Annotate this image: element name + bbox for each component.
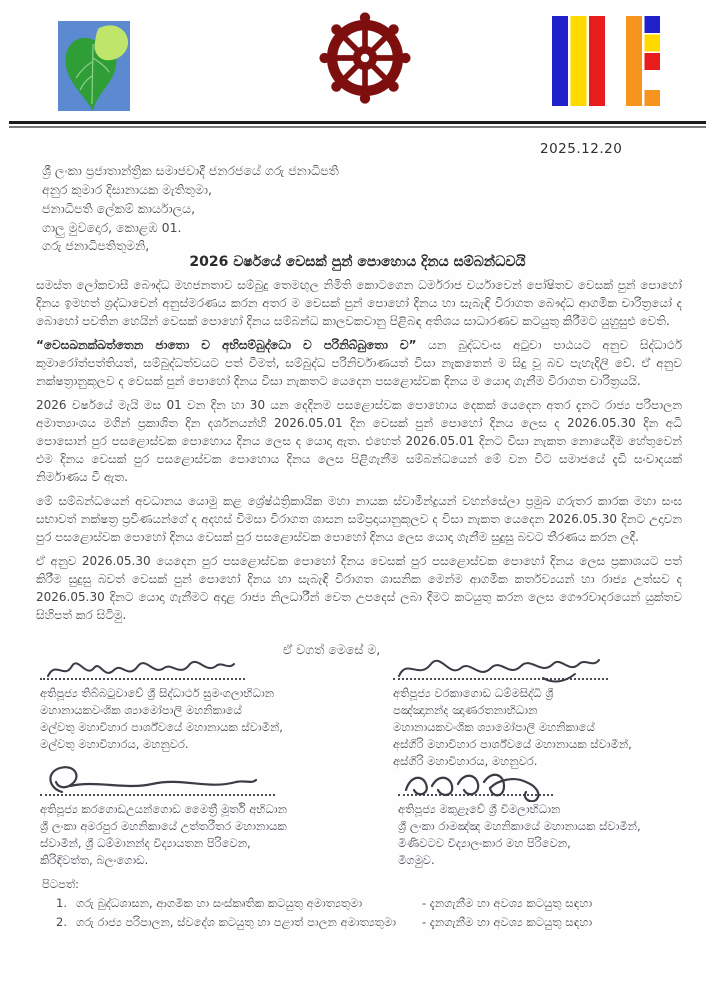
paragraph [36, 396, 682, 486]
salutation: ගරු ජනාධිපතිතුමනි, [42, 238, 150, 253]
signatory-line: ස්වාමීන්, ශ්‍රී ධම්මානන්ද විද්‍යායතන පිරිවෙන, [40, 836, 251, 850]
flag-composite-stripe [645, 16, 661, 106]
paragraph-text: යන බුද්ධවංස අටුවා පාඨයට අනුව සිද්ධාර්ථ කුමාරෝත්පත්තියත්, සම්බුද්ධත්වයට පත් වීමත්, සම්බුද්ධ පරිනිර්වාණයත් විසා නැකතෙන් ම සිදු වූ බව පැහැදිලි වේ. ඒ අනුව නක්ෂත්‍රානුකූලව ද වෙසක් පුන් පොහෝ දිනය විසා නැකතට යෙදෙන පසළොස්වක දිනය ම යොදා ගැනීම විරාගත චාරිත්‍රයයි. [36, 338, 682, 388]
signatory-line: ශ්‍රී ලංකා අමරපුර මහනිකායේ උත්තරීතර මහානායක [40, 819, 287, 833]
signature-scribble-icon [40, 652, 240, 686]
signature-block-ramanna [398, 766, 693, 869]
paragraph-text: ඒ අනුව 2026.05.30 යෙදෙන පුර පසළොස්වක පොහෝ දිනය වෙසක් පුර පසළොස්වක පොහෝ දිනය ලෙස ප්‍රකාශයට පත් කිරීම සුදුසු බවත් වෙසක් පුන් පොහෝ දිනය හා සැබැඳි විරාගත ශාසනික මෙන්ම ආගමික කර්තව්‍යයන් හා රාජ්‍ය උත්සව ද 2026.05.30 දිනට යොදා ගැනීමට අදාළ රාජ්‍ය නිලධාරීන් වෙත උපදෙස් ලබා දීමට කටයුතු කරන ලෙස ගෞරවාදරයෙන් යුක්තව සිහිපත් කර සිටිමු. [36, 554, 682, 622]
paragraph-text: 2026 වර්ෂයේ මැයි මස 01 වන දින හා 30 යන දෙදිනම පසළොස්වක පොහොය දෙකක් යෙදෙන අතර දැනට රාජ්‍ය පරිපාලන අමාත්‍යාංශය මගින් ප්‍රකාශිත දින දර්ශනයන්හි 2026.05.01 දින වෙසක් පුන් පොහෝ දිනය ලෙස ද 2026.05.30 දින අධි පොසොන් පුර පසළොස්වක පොහොය දිනය ලෙස ද යොදා ඇත. එහෙත් 2026.05.01 දිනට විසා නැකත නොයෙදීම හේතුවෙන් එම දිනය වෙසක් පුර පසළොස්වක පොහොය දිනය ලෙස පිළිගැනීම සම්බන්ධයෙන් මේ වන විට සමාජයේ දැඩි සංවාදයක් නිර්මාණය වී ඇත. [36, 398, 682, 484]
signature-line [393, 678, 608, 680]
signature-scribble-icon [398, 766, 558, 802]
pali-quote: “වෙසඛනක්ඛත්තෙන ජාතො ච අභිසම්බුද්ධො ච පරිනිබ්බුතො ච” [36, 338, 417, 352]
signature-block-asgiri [393, 650, 693, 770]
dharma-wheel-icon [318, 8, 412, 108]
flag-stripe-blue [552, 16, 568, 106]
signatory-line: මහානායකවංශික ශ්‍යාමෝපාලි මහනිකායේ [40, 703, 242, 717]
header-divider [9, 121, 706, 128]
flag-block-orange [645, 90, 661, 106]
copy-number: 2. [56, 915, 67, 929]
signatory-line: අතිපූජ්‍ය මකුළෑවේ ශ්‍රී විමලාභිධාන [398, 802, 561, 816]
flag-block-yellow [645, 35, 661, 52]
signatory-line: අස්ගිරි මහාවිහාරය, මහනුවර. [393, 754, 538, 768]
flag-block-red [645, 53, 661, 70]
paragraph-text: මේ සම්බන්ධයෙන් අවධානය යොමු කළ ශ්‍රේෂ්ඨත්‍රිකායික මහා නායක ස්වාමීන්ද්‍රයන් වහන්සේලා ප්‍රමුඛ ගරුතර කාරක මහා සංඝ සභාවත් නක්ෂත්‍ර ප්‍රවීණයන්ගේ ද අදහස් විමසා විරාගත ශාසන සම්ප්‍රදායානුකූලව ද විසා නැකත යෙදෙන 2026.05.30 දිනට උදාවන පුර පසළොස්වක පොහෝ දිනය වෙසක් පුර පසළොස්වක පොහෝ දිනය ලෙස යොදා ගැනීම සුදුසු බවට තීරණය කරන ලදී. [36, 494, 682, 544]
letter-date: 2025.12.20 [540, 141, 623, 157]
dharma-wheel-hub-hole [361, 54, 369, 62]
copy-item [56, 895, 592, 912]
signature-line [40, 794, 275, 796]
closing-phrase: ඒ වගත් මෙසේ ම, [283, 642, 381, 657]
flag-stripe-orange [626, 16, 642, 106]
paragraph [36, 552, 682, 624]
signatory-line: මහානායකවංශික ශ්‍යාමෝපාලි මහනිකායේ [393, 720, 595, 734]
copy-item [56, 914, 592, 931]
recipient-address [42, 161, 339, 237]
paragraph [36, 336, 682, 390]
signatory-line: අස්ගිරි මහාවිහාර පාර්ශ්වයේ මහානායක ස්වාමීන්, [393, 737, 632, 751]
copy-number: 1. [56, 896, 67, 910]
flag-block-white [645, 72, 661, 89]
letter-body [36, 276, 682, 642]
flag-stripe-white [608, 16, 624, 106]
recipient-line: අනුර කුමාර දිසානායක මැතිතුමා, [42, 182, 213, 197]
signature-scribble-icon [40, 762, 260, 802]
bo-leaf-icon [57, 20, 131, 112]
signatory-line: මල්වතු මහාවිහාරය, මහනුවර. [40, 737, 189, 751]
copies-label: පිටපත්: [42, 877, 80, 891]
recipient-line: ජනාධිපති ලේකම් කාර්යාලය, [42, 201, 196, 216]
copy-recipient: ගරු රාජ්‍ය පරිපාලන, ස්වදේශ කටයුතු හා පළාත් පාලන අමාත්‍යතුමා [76, 915, 397, 929]
signatory-line: අතිපූජ්‍ය වරකාගොඩ ධම්මසිද්ධි ශ්‍රී [393, 686, 554, 700]
flag-stripe-red [589, 16, 605, 106]
paragraph [36, 492, 682, 546]
signatory-line: කිරිඳිවත්ත, බලංගොඩ. [40, 853, 149, 867]
flag-stripe-yellow [571, 16, 587, 106]
signature-block-malwathu [40, 652, 360, 753]
signature-line [40, 678, 245, 680]
signatory-line: මල්වතු මහාවිහාර පාර්ශ්වයේ මහානායක ස්වාමීන්, [40, 720, 283, 734]
recipient-line: ශ්‍රී ලංකා ප්‍රජාතාන්ත්‍රික සමාජවාදී ජනරජයේ ගරු ජනාධිපති [42, 163, 339, 178]
paragraph [36, 276, 682, 330]
copies-section [42, 876, 592, 931]
copy-purpose: - දැනගැනීම හා අවශ්‍ය කටයුතු සඳහා [422, 915, 593, 929]
signatory-line: පඤ්ඤානන්ද ඤාණරතනාභිධාන [393, 703, 538, 717]
flag-block-blue [645, 16, 661, 33]
subject-title: 2026 වර්ෂයේ වෙසක් පුන් පොහොය දිනය සම්බන්ධවයි [189, 254, 526, 270]
paragraph-text: සමස්ත ලෝකවාසී බෞද්ධ මහජනතාව සම්බුදු තෙමඟුල නිමිති කොටගෙන ධර්මරාජ චර්යාවෙන් පෝෂිතව වෙසක් පුන් පොහෝ දිනය ඉමහත් ශ්‍රද්ධාවෙන් අනුස්මරණය කරන අතර ම වෙසක් පුන් පොහෝ දිනය හා සැබැඳි විරාගත බෞද්ධ ආගමික චාරිත්‍රයෝ ද බොහෝ පවතින හෙයින් වෙසක් පොහෝ දිනය සම්බන්ධ කාලවකවානු පිළිබඳ අතිශය සාධාරණව කටයුතු කිරීමට යුහුසුළු වෙති. [36, 278, 682, 328]
buddhist-flag-icon [552, 16, 660, 106]
signatory-line: අතිපූජ්‍ය තිබ්බටුවාවේ ශ්‍රී සිද්ධාර්ථ සුමංගලාභිධාන [40, 686, 275, 700]
signatory-line: මීගමුව. [398, 853, 435, 867]
signature-scribble-icon [393, 650, 603, 686]
signatory-line: ශ්‍රී ලංකා රාමඤ්ඤ මහනිකායේ මහානායක ස්වාමීන්, [398, 819, 641, 833]
signatory-line: අතිපූජ්‍ය කරගොඩඋයන්ගොඩ මෛත්‍රී මූර්ති අභිධාන [40, 802, 287, 816]
signature-block-amarapura [40, 762, 375, 869]
recipient-line: ගාලු මුවදොර, කොළඹ 01. [42, 220, 182, 235]
signatory-line: මිණිවටව විද්‍යාලංකාර මහ පිරිවෙන, [398, 836, 571, 850]
copy-purpose: - දැනගැනීම හා අවශ්‍ය කටයුතු සඳහා [422, 896, 593, 910]
copy-recipient: ගරු බුද්ධශාසන, ආගමික හා සංස්කෘතික කටයුතු අමාත්‍යතුමා [76, 896, 363, 910]
